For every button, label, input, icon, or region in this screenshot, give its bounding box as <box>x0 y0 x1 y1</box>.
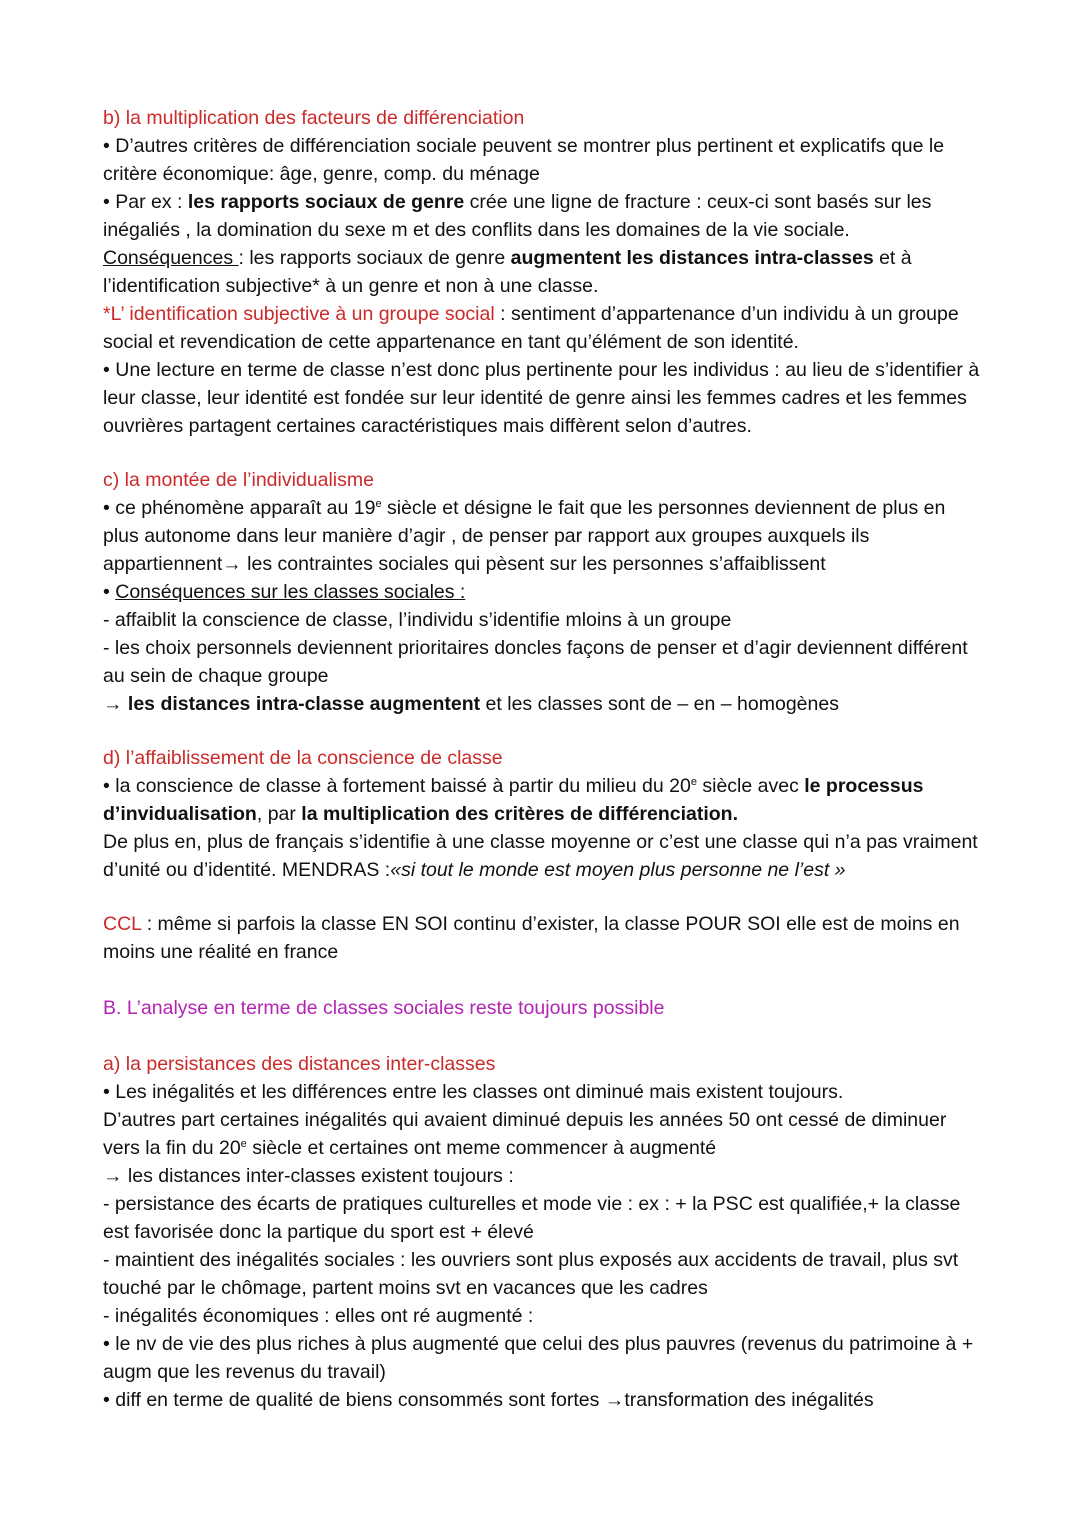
section-c-paragraph-2 <box>103 578 983 606</box>
text-run: D’autres part certaines inégalités qui avaient diminué depuis les années 50 ont cessé de diminuer vers la fin du 20 <box>103 1109 947 1159</box>
text-run: • ce phénomène apparaît au 19 <box>103 497 376 519</box>
spacer <box>103 1022 983 1050</box>
text-run: , par <box>256 803 302 825</box>
section-c-paragraph-5 <box>103 690 983 718</box>
text-run: • <box>103 581 116 603</box>
text-run: siècle et désigne le fait que les personnes deviennent de plus en plus autonome dans leur manière d’agir , de penser par rapport aux groupes auxquels ils appartiennent→ les contraintes sociales qui pèsent sur les personnes s’affaiblissent <box>103 497 946 575</box>
superscript: e <box>690 776 697 788</box>
section-a2-paragraph-1: • Les inégalités et les différences entre les classes ont diminué mais existent toujours. <box>103 1081 844 1103</box>
section-a2-paragraph-7: • le nv de vie des plus riches à plus augmenté que celui des plus pauvres (revenus du patrimoine à + augm que les revenus du travail) <box>103 1333 974 1383</box>
section-a2-paragraph-4: - persistance des écarts de pratiques culturelles et mode vie : ex : + la PSC est qualifiée,+ la classe est favorisée donc la partique du sport est + élevé <box>103 1193 961 1243</box>
document-page <box>103 104 983 1414</box>
section-d-paragraph-1 <box>103 772 983 828</box>
conclusion-label: CCL <box>103 913 142 935</box>
section-a2-paragraph-8: • diff en terme de qualité de biens consommés sont fortes →transformation des inégalités <box>103 1389 874 1411</box>
superscript: e <box>375 498 382 510</box>
section-d-paragraph-2 <box>103 828 983 884</box>
underlined-text: Conséquences <box>103 247 239 269</box>
text-run: • la conscience de classe à fortement baissé à partir du milieu du 20 <box>103 775 691 797</box>
bold-text: les rapports sociaux de genre <box>187 191 465 213</box>
text-run: siècle et certaines ont meme commencer à augmenté <box>246 1137 717 1159</box>
spacer <box>103 884 983 910</box>
section-b-paragraph-2 <box>103 188 983 244</box>
section-b-paragraph-3 <box>103 244 983 300</box>
section-a2-paragraph-6: - inégalités économiques : elles ont ré augmenté : <box>103 1305 534 1327</box>
section-a2-paragraph-5: - maintient des inégalités sociales : les ouvriers sont plus exposés aux accidents de travail, plus svt touché par le chômage, partent moins svt en vacances que les cadres <box>103 1249 959 1299</box>
section-c-paragraph-3: - affaiblit la conscience de classe, l’individu s’identifie mloins à un groupe <box>103 609 732 631</box>
section-b-paragraph-5: • Une lecture en terme de classe n’est donc plus pertinente pour les individus : au lieu de s’identifier à leur classe, leur identité est fondée sur leur identité de genre ainsi les femmes cadres et les femmes ouvrières partagent certaines caractéristiques mais diffèrent selon d’autres. <box>103 359 980 437</box>
text-run: De plus en, plus de français s’identifie à une classe moyenne or c’est une classe qui n’a pas vraiment d’unité ou d’identité. MENDRAS : <box>103 831 978 881</box>
section-d-heading: d) l’affaiblissement de la conscience de classe <box>103 747 503 769</box>
spacer <box>103 966 983 994</box>
definition-term: *L’ identification subjective à un groupe social <box>103 303 495 325</box>
section-b-paragraph-1: • D’autres critères de différenciation sociale peuvent se montrer plus pertinent et explicatifs que le critère économique: âge, genre, comp. du ménage <box>103 135 945 185</box>
text-run: : les rapports sociaux de genre <box>238 247 511 269</box>
section-a2-heading: a) la persistances des distances inter-classes <box>103 1053 496 1075</box>
section-c-heading: c) la montée de l’individualisme <box>103 469 374 491</box>
text-run: : sentiment d’appartenance d’un individu à un groupe social et revendication de cette appartenance en tant qu’élément de son identité. <box>103 303 959 353</box>
text-run: → <box>103 693 128 715</box>
section-a2-paragraph-3: → les distances inter-classes existent toujours : <box>103 1165 514 1187</box>
section-c-paragraph-1 <box>103 494 983 578</box>
bold-text: la multiplication des critères de différenciation. <box>301 803 738 825</box>
section-b-definition <box>103 300 983 356</box>
text-run: • Par ex : <box>103 191 188 213</box>
text-run: et les classes sont de – en – homogènes <box>480 693 839 715</box>
conclusion <box>103 910 983 966</box>
spacer <box>103 440 983 466</box>
spacer <box>103 718 983 744</box>
text-run: siècle avec <box>696 775 805 797</box>
superscript: e <box>240 1138 247 1150</box>
text-run: et à l’identification subjective* à un genre et non à une classe. <box>103 247 912 297</box>
section-a2-paragraph-2 <box>103 1106 983 1162</box>
quote-text: «si tout le monde est moyen plus personne ne l’est » <box>390 859 846 881</box>
section-c-paragraph-4: - les choix personnels deviennent prioritaires doncles façons de penser et d’agir deviennent différent au sein de chaque groupe <box>103 637 968 687</box>
section-b-heading: b) la multiplication des facteurs de différenciation <box>103 107 525 129</box>
bold-text: augmentent les distances intra-classes <box>510 247 874 269</box>
part-b-heading: B. L’analyse en terme de classes sociales reste toujours possible <box>103 997 665 1019</box>
bold-text: le processus d’invidualisation <box>103 775 924 825</box>
text-run: : même si parfois la classe EN SOI continu d’exister, la classe POUR SOI elle est de moins en moins une réalité en france <box>103 913 960 963</box>
text-run: crée une ligne de fracture : ceux-ci sont basés sur les inégaliés , la domination du sexe m et des conflits dans les domaines de la vie sociale. <box>103 191 932 241</box>
bold-text: les distances intra-classe augmentent <box>127 693 481 715</box>
underlined-text: Conséquences sur les classes sociales : <box>115 581 466 603</box>
